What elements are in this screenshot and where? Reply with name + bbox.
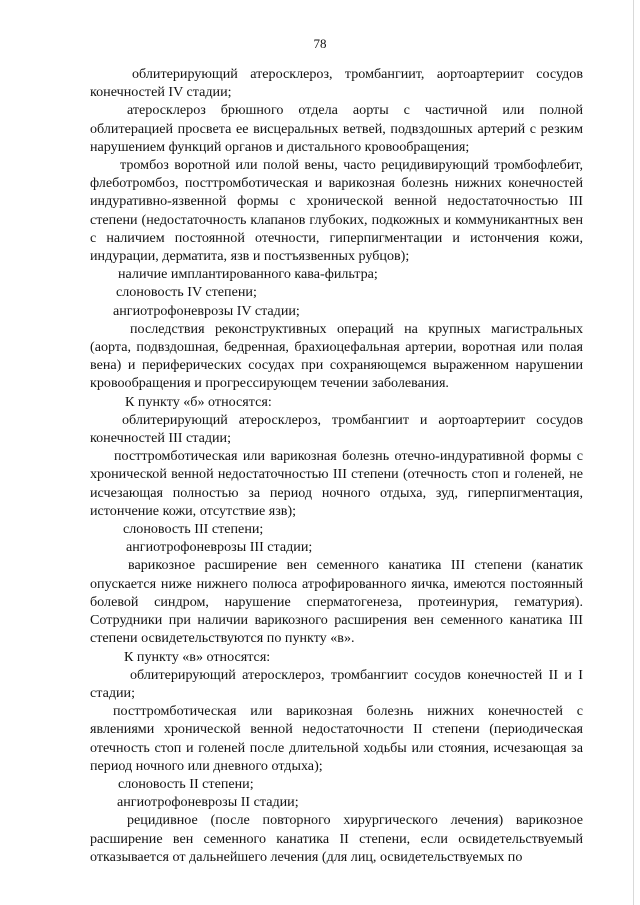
paragraph: слоновость IV степени; bbox=[116, 284, 257, 301]
paragraph: рецидивное (после повторного хирургического лечения) варикозное расширение вен семенного канатика II степени, если освидетельствуемый отказывается от дальнейшего лечения (для лиц, освидетельствуемых по bbox=[90, 812, 583, 865]
paragraph: К пункту «в» относятся: bbox=[124, 648, 271, 665]
paragraph: тромбоз воротной или полой вены, часто рецидивирующий тромбофлебит, флеботромбоз, посттромботическая и варикозная болезнь нижних конечностей индуративно-язвенной формы с хронической венной недостаточностью III степени (недостаточность клапанов глубоких, подкожных и коммуникантных вен с наличием постоянной отечности, гиперпигментации и истончения кожи, индурации, дерматита, язв и постъязвенных рубцов); bbox=[90, 157, 583, 265]
paragraph: слоновость III степени; bbox=[123, 521, 264, 538]
paragraph: посттромботическая или варикозная болезнь нижних конечностей с явлениями хронической венной недостаточности II степени (периодическая отечность стоп и голеней после длительной ходьбы или стояния, исчезающая за период ночного или дневного отдыха); bbox=[90, 703, 583, 774]
paragraph: облитерирующий атеросклероз, тромбангиит сосудов конечностей II и I стадии; bbox=[90, 666, 583, 701]
scan-edge-line bbox=[633, 0, 634, 905]
paragraph: последствия реконструктивных операций на крупных магистральных (аорта, подвздошная, бедренная, брахиоцефальная артерии, воротная или полая вена) и периферических сосудах при сохраняющемся выраженном нарушении кровообращения и прогрессирующем течении заболевания. bbox=[90, 320, 583, 392]
paragraph: посттромботическая или варикозная болезнь отечно-индуративной формы с хронической венной недостаточностью III степени (отечность стоп и голеней, не исчезающая полностью за период ночного отдыха, зуд, гиперпигментация, истончение кожи, отсутствие язв); bbox=[90, 448, 583, 519]
paragraph: слоновость II степени; bbox=[118, 775, 254, 792]
paragraph: атеросклероз брюшного отдела аорты с частичной или полной облитерацией просвета ее висцеральных ветвей, подвздошных артерий с резким нарушением функций органов и дистального кровообращения; bbox=[90, 102, 583, 155]
paragraph: К пункту «б» относятся: bbox=[125, 393, 272, 410]
page-number: 78 bbox=[313, 36, 327, 51]
paragraph: ангиотрофоневрозы II стадии; bbox=[117, 794, 299, 811]
document-body bbox=[90, 65, 583, 866]
paragraph: облитерирующий атеросклероз, тромбангиит и аортоартериит сосудов конечностей III стадии; bbox=[90, 411, 583, 447]
paragraph: варикозное расширение вен семенного канатика III степени (канатик опускается ниже нижнего полюса атрофированного яичка, имеются постоянный болевой синдром, нарушение сперматогенеза, протеинурия, гематурия). Сотрудники при наличии варикозного расширения вен семенного канатика III степени освидетельствуются по пункту «в». bbox=[90, 557, 583, 647]
paragraph: ангиотрофоневрозы III стадии; bbox=[126, 539, 313, 556]
paragraph: облитерирующий атеросклероз, тромбангиит, аортоартериит сосудов конечностей IV стадии; bbox=[90, 66, 583, 101]
paragraph: ангиотрофоневрозы IV стадии; bbox=[113, 302, 300, 319]
paragraph: наличие имплантированного кава-фильтра; bbox=[118, 266, 378, 283]
